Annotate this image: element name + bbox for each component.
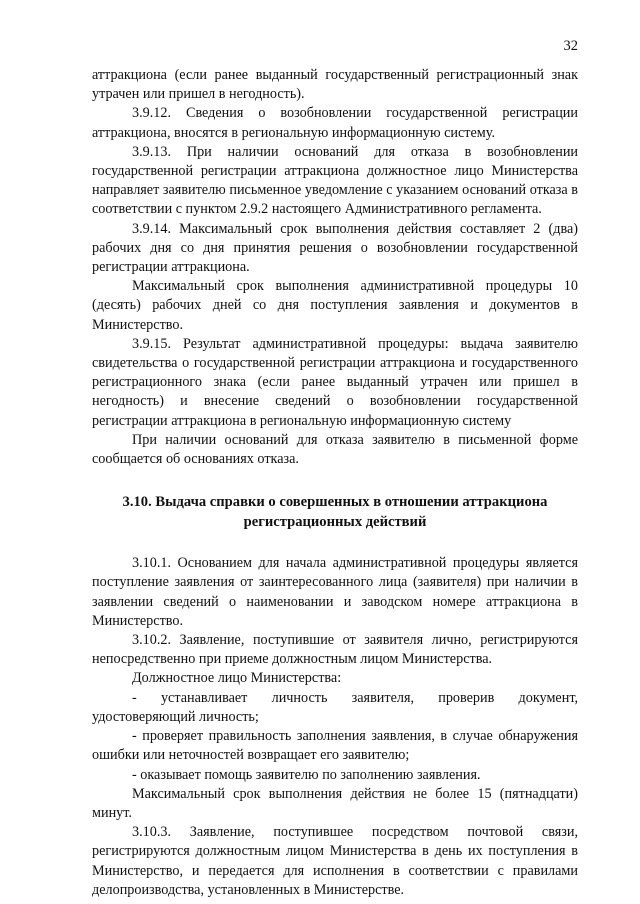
section-3-9-text [92,66,578,469]
paragraph: 3.9.14. Максимальный срок выполнения действия составляет 2 (два) рабочих дня со дня принятия решения о возобновлении государственной регистрации аттракциона. [92,220,578,276]
paragraph: 3.10.2. Заявление, поступившие от заявителя лично, регистрируются непосредственно при приеме должностным лицом Министерства. [92,632,578,668]
paragraph: аттракциона (если ранее выданный государственный регистрационный знак утрачен или пришел в негодность). [92,67,578,103]
paragraph: Максимальный срок выполнения административной процедуры 10 (десять) рабочих дней со дня поступления заявления и документов в Министерство. [92,278,578,333]
paragraph: - устанавливает личность заявителя, проверив документ, удостоверяющий личность; [92,689,578,725]
paragraph: 3.9.13. При наличии оснований для отказа в возобновлении государственной регистрации аттракциона должностное лицо Министерства направляет заявителю письменное уведомление с указанием оснований отказа в соответствии с пунктом 2.9.2 настоящего Административного регламента. [92,143,578,218]
paragraph: Максимальный срок выполнения действия не более 15 (пятнадцати) минут. [92,785,578,821]
document-body [92,66,578,900]
paragraph: 3.10.3. Заявление, поступившее посредством почтовой связи, регистрируются должностным лицом Министерства в день их поступления в Министерство, и передается для исполнения в соответствии с правилами делопроизводства, установленных в Министерстве. [92,824,578,898]
paragraph: - оказывает помощь заявителю по заполнению заявления. [132,766,481,783]
paragraph: 3.10.1. Основанием для начала административной процедуры является поступление заявления от заинтересованного лица (заявителя) при наличии в заявлении сведений о наименовании и заводском номере аттракциона в Министерство. [92,555,578,629]
section-heading: 3.10. Выдача справки о совершенных в отношении аттракциона регистрационных действий [122,494,548,530]
paragraph: Должностное лицо Министерства: [132,670,342,687]
paragraph: При наличии оснований для отказа заявителю в письменной форме сообщается об основаниях отказа. [92,431,578,468]
section-3-10-text [92,554,578,900]
paragraph: 3.9.15. Результат административной процедуры: выдача заявителю свидетельства о государственной регистрации аттракциона и государственного регистрационного знака (если ранее выданный утрачен или пришел в негодность) и внесение сведений о возобновлении государственной регистрации аттракциона в региональную информационную систему [92,335,578,429]
paragraph: 3.9.12. Сведения о возобновлении государственной регистрации аттракциона, вносятся в региональную информационную систему. [92,105,578,141]
page-number: 32 [563,38,578,54]
paragraph: - проверяет правильность заполнения заявления, в случае обнаружения ошибки или неточностей возвращает его заявителю; [92,728,578,764]
